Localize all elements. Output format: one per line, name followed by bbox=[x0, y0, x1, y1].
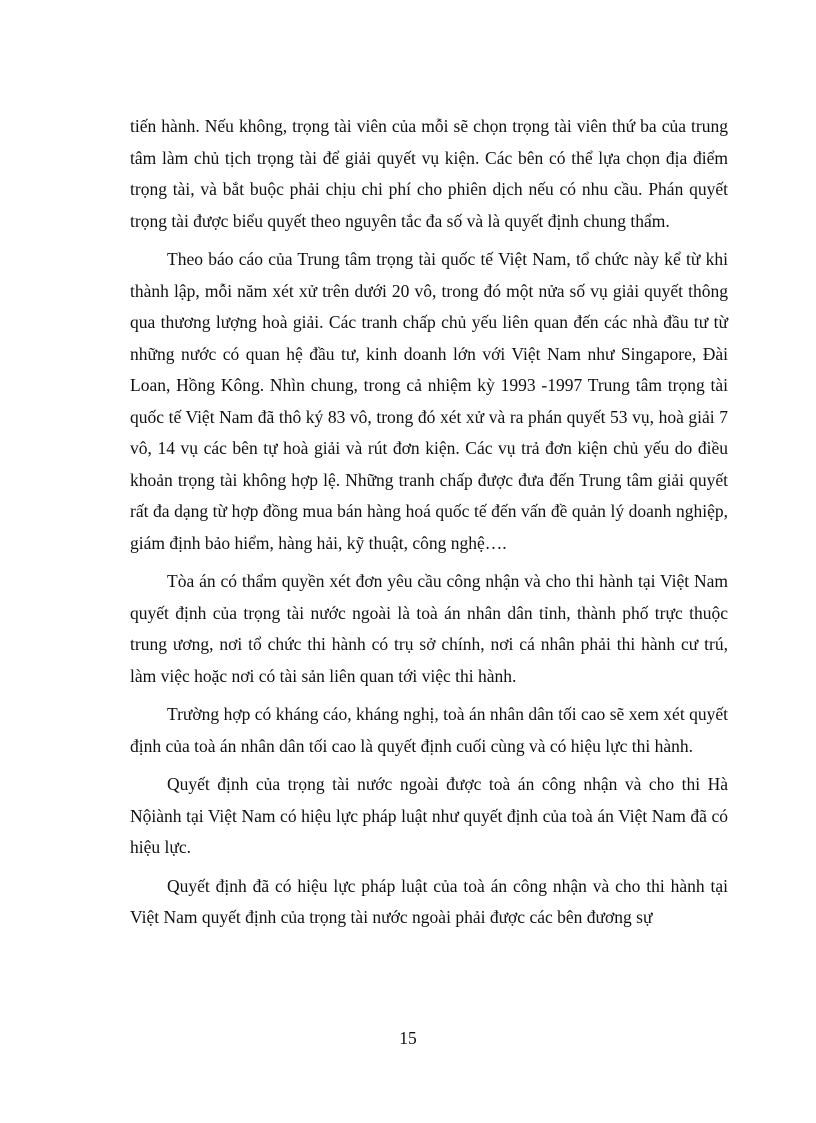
body-text bbox=[130, 111, 728, 941]
paragraph-2: Theo báo cáo của Trung tâm trọng tài quốc tế Việt Nam, tổ chức này kể từ khi thành lập, mỗi năm xét xử trên dưới 20 vô, trong đó một nửa số vụ giải quyết thông qua thương lượng hoà giải. Các tranh chấp chủ yếu liên quan đến các nhà đầu tư từ những nước có quan hệ đầu tư, kinh doanh lớn với Việt Nam như Singapore, Đài Loan, Hồng Kông. Nhìn chung, trong cả nhiệm kỳ 1993 -1997 Trung tâm trọng tài quốc tế Việt Nam đã thô ký 83 vô, trong đó xét xử và ra phán quyết 53 vụ, hoà giải 7 vô, 14 vụ các bên tự hoà giải và rút đơn kiện. Các vụ trả đơn kiện chủ yếu do điều khoản trọng tài không hợp lệ. Những tranh chấp được đưa đến Trung tâm giải quyết rất đa dạng từ hợp đồng mua bán hàng hoá quốc tế đến vấn đề quản lý doanh nghiệp, giám định bảo hiểm, hàng hải, kỹ thuật, công nghệ…. bbox=[130, 249, 728, 553]
paragraph-4: Trường hợp có kháng cáo, kháng nghị, toà án nhân dân tối cao sẽ xem xét quyết định của toà án nhân dân tối cao là quyết định cuối cùng và có hiệu lực thi hành. bbox=[130, 704, 728, 756]
paragraph-5: Quyết định của trọng tài nước ngoài được toà án công nhận và cho thi Hà Nộiành tại Việt Nam có hiệu lực pháp luật như quyết định của toà án Việt Nam đã có hiệu lực. bbox=[130, 774, 728, 857]
page-number: 15 bbox=[399, 1028, 417, 1048]
paragraph-3: Tòa án có thẩm quyền xét đơn yêu cầu công nhận và cho thi hành tại Việt Nam quyết định của trọng tài nước ngoài là toà án nhân dân tỉnh, thành phố trực thuộc trung ương, nơi tổ chức thi hành có trụ sở chính, nơi cá nhân phải thi hành cư trú, làm việc hoặc nơi có tài sản liên quan tới việc thi hành. bbox=[130, 571, 728, 686]
paragraph-1: tiến hành. Nếu không, trọng tài viên của mỗi sẽ chọn trọng tài viên thứ ba của trung tâm làm chủ tịch trọng tài để giải quyết vụ kiện. Các bên có thể lựa chọn địa điểm trọng tài, và bắt buộc phải chịu chi phí cho phiên dịch nếu có nhu cầu. Phán quyết trọng tài được biểu quyết theo nguyên tắc đa số và là quyết định chung thẩm. bbox=[130, 116, 728, 231]
paragraph-6: Quyết định đã có hiệu lực pháp luật của toà án công nhận và cho thi hành tại Việt Nam quyết định của trọng tài nước ngoài phải được các bên đương sự bbox=[130, 875, 728, 927]
